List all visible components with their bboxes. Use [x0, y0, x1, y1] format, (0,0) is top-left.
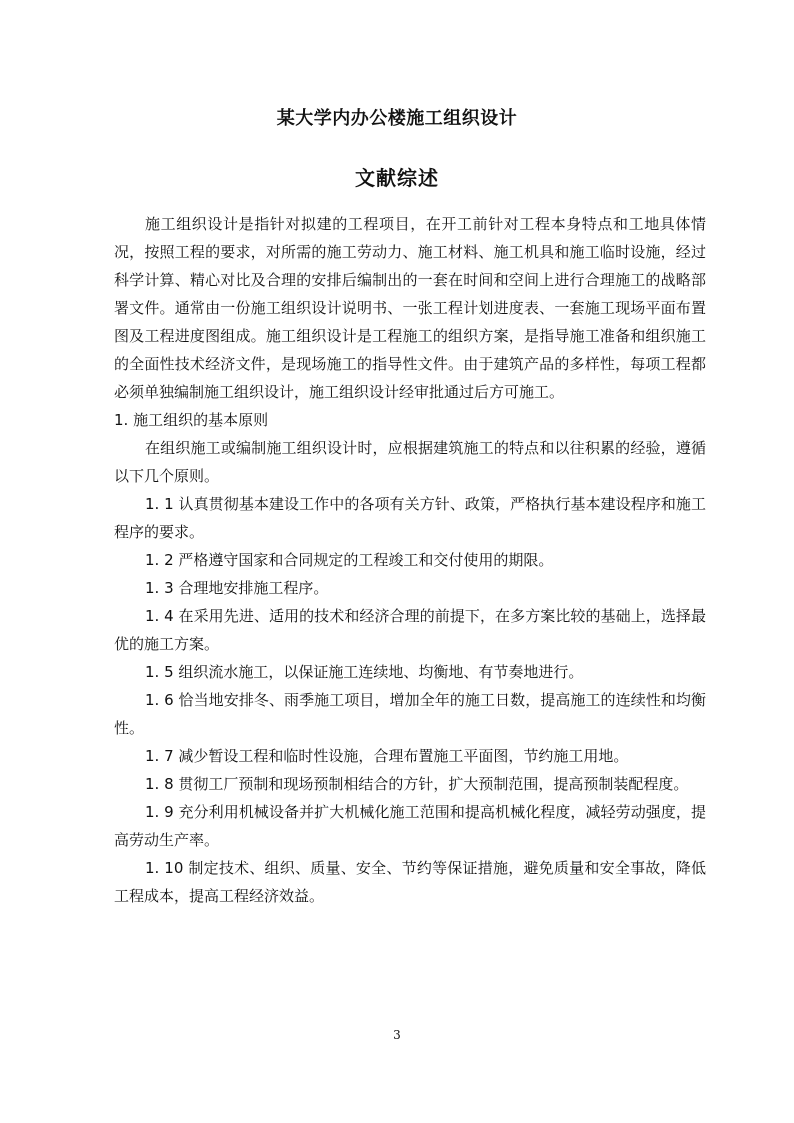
principle-item-1-1: 1. 1 认真贯彻基本建设工作中的各项有关方针、政策，严格执行基本建设程序和施工程序的要求。 — [114, 495, 706, 541]
principles-heading: 1. 施工组织的基本原则 — [114, 411, 269, 429]
principle-item-1-5: 1. 5 组织流水施工，以保证施工连续地、均衡地、有节奏地进行。 — [145, 663, 584, 681]
principle-item-1-10: 1. 10 制定技术、组织、质量、安全、节约等保证措施，避免质量和安全事故，降低工程成本，提高工程经济效益。 — [114, 859, 706, 905]
principle-item-1-3: 1. 3 合理地安排施工程序。 — [145, 579, 329, 597]
principle-item-1-8: 1. 8 贯彻工厂预制和现场预制相结合的方针，扩大预制范围，提高预制装配程度。 — [145, 775, 689, 793]
principle-item-1-2: 1. 2 严格遵守国家和合同规定的工程竣工和交付使用的期限。 — [145, 551, 554, 569]
principles-intro-paragraph: 在组织施工或编制施工组织设计时，应根据建筑施工的特点和以往积累的经验，遵循以下几个原则。 — [114, 439, 706, 485]
document-title: 某大学内办公楼施工组织设计 — [276, 108, 518, 129]
principle-item-1-7: 1. 7 减少暂设工程和临时性设施，合理布置施工平面图，节约施工用地。 — [145, 747, 629, 765]
intro-paragraph: 施工组织设计是指针对拟建的工程项目，在开工前针对工程本身特点和工地具体情况，按照工程的要求，对所需的施工劳动力、施工材料、施工机具和施工临时设施，经过科学计算、精心对比及合理的安排后编制出的一套在时间和空间上进行合理施工的战略部署文件。通常由一份施工组织设计说明书、一张工程计划进度表、一套施工现场平面布置图及工程进度图组成。施工组织设计是工程施工的组织方案，是指导施工准备和组织施工的全面性技术经济文件，是现场施工的指导性文件。由于建筑产品的多样性，每项工程都必须单独编制施工组织设计，施工组织设计经审批通过后方可施工。 — [114, 215, 706, 401]
section-title: 文献综述 — [355, 166, 439, 190]
principle-item-1-6: 1. 6 恰当地安排冬、雨季施工项目，增加全年的施工日数，提高施工的连续性和均衡性。 — [114, 691, 706, 737]
page-number: 3 — [393, 1028, 401, 1042]
principle-item-1-9: 1. 9 充分利用机械设备并扩大机械化施工范围和提高机械化程度，减轻劳动强度，提高劳动生产率。 — [114, 803, 706, 849]
document-body — [114, 210, 706, 910]
principle-item-1-4: 1. 4 在采用先进、适用的技术和经济合理的前提下，在多方案比较的基础上，选择最优的施工方案。 — [114, 607, 706, 653]
